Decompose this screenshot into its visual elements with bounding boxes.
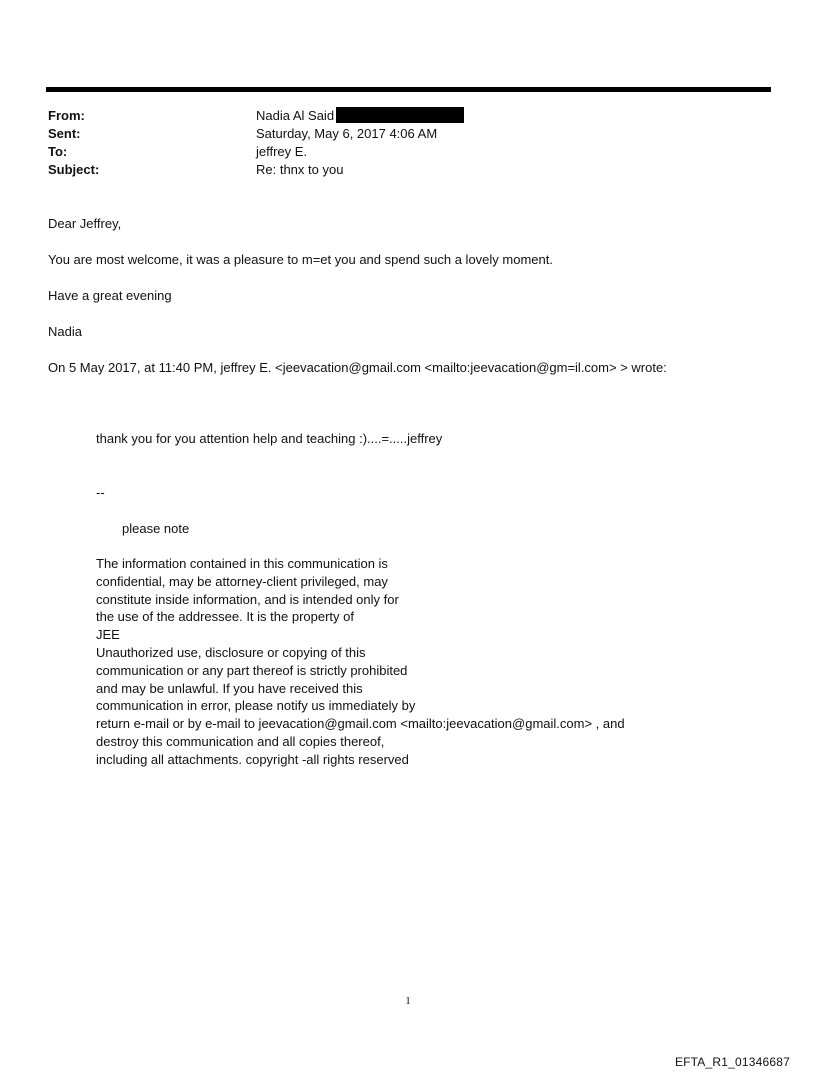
disclaimer-line: including all attachments. copyright -all rights reserved [96,751,409,767]
disclaimer-line: the use of the addressee. It is the property of [96,609,354,625]
header-rule [46,87,771,92]
from-row [48,107,748,125]
from-name: Nadia Al Said [256,108,335,123]
disclaimer-line: and may be unlawful. If you have received this [96,680,363,696]
page-number: 1 [405,995,411,1007]
disclaimer-line: The information contained in this communication is [96,556,388,571]
body-line: Have a great evening [48,288,172,303]
disclaimer-line: destroy this communication and all copies thereof, [96,733,385,749]
disclaimer-line: return e-mail or by e-mail to jeevacation@gmail.com <mailto:jeevacation@gmail.com> , and [96,716,625,732]
quoted-message: thank you for you attention help and teaching :)....=.....jeffrey [96,431,443,446]
from-label: From: [48,108,85,123]
sent-row [48,125,748,143]
disclaimer-line: Unauthorized use, disclosure or copying of this [96,644,366,660]
to-label: To: [48,144,68,159]
to-value: jeffrey E. [256,144,308,159]
disclaimer-line: communication or any part thereof is strictly prohibited [96,662,408,678]
please-note: please note [122,521,190,536]
subject-value: Re: thnx to you [256,162,344,177]
redaction-box [336,107,464,123]
subject-row [48,161,748,179]
from-value [256,107,464,125]
disclaimer [96,555,625,769]
to-row [48,143,748,161]
sent-value: Saturday, May 6, 2017 4:06 AM [256,126,438,141]
body-line: You are most welcome, it was a pleasure to m=et you and spend such a lovely moment. [48,252,553,267]
greeting: Dear Jeffrey, [48,216,122,231]
subject-label: Subject: [48,162,100,177]
disclaimer-line: communication in error, please notify us immediately by [96,698,416,714]
disclaimer-line: confidential, may be attorney-client privileged, may [96,573,388,589]
disclaimer-line: JEE [96,627,120,643]
signature-separator: -- [96,485,105,500]
disclaimer-line: constitute inside information, and is intended only for [96,591,399,607]
quote-intro: On 5 May 2017, at 11:40 PM, jeffrey E. <jeevacation@gmail.com <mailto:jeevacation@gm=il.com> > wrote: [48,360,667,375]
signature: Nadia [48,324,82,339]
document-id: EFTA_R1_01346687 [674,1055,790,1069]
sent-label: Sent: [48,126,81,141]
